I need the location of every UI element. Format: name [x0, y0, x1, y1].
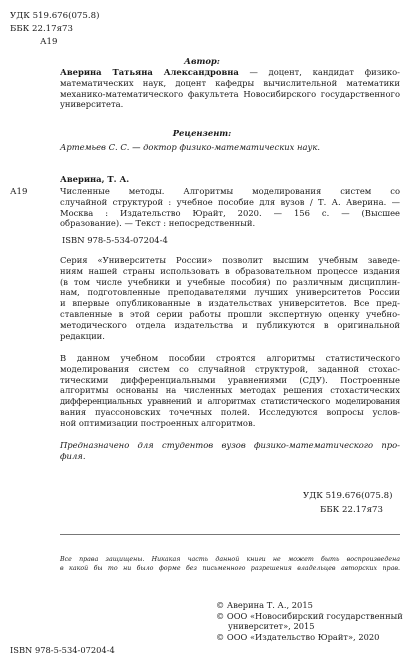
copyright-line-4: © ООО «Издательство Юрайт», 2020	[216, 631, 380, 642]
copyright-line-1: © Аверина Т. А., 2015	[216, 600, 313, 610]
author-description	[60, 67, 400, 110]
copyright-line-3: университет», 2015	[228, 621, 315, 631]
author-heading: Автор:	[184, 56, 220, 66]
bbk-code-bottom: ББК 22.17я73	[320, 505, 383, 515]
p1-line: нам, подготовленные преподавателями лучших университетов России	[60, 287, 400, 298]
rights-line-2: в какой бы то ни было форме без письменного разрешения владельцев авторских прав.	[60, 565, 400, 572]
annotation-paragraph-3	[60, 440, 400, 462]
rights-line-1: Все права защищены. Никакая часть данной книги не может быть воспроизведена	[60, 556, 400, 563]
bib-line-1: Численные методы. Алгоритмы моделирования систем со	[60, 186, 400, 196]
divider-line	[60, 534, 400, 535]
reviewer-heading: Рецензент:	[172, 128, 232, 138]
p1-line: редакции.	[60, 330, 105, 341]
copyright-line-2: © ООО «Новосибирский государственный	[216, 610, 403, 621]
rights-notice	[60, 555, 400, 573]
p1-line: ниям нашей страны использовать в образовательном процессе издания	[60, 265, 400, 276]
reviewer-line: Артемьев С. С. — доктор физико-математических наук.	[60, 142, 321, 152]
bbk-code-top: ББК 22.17я73	[10, 24, 73, 34]
p2-line: тическими дифференциальными уравнениями (СДУ). Построенные	[60, 374, 400, 385]
annotation-paragraph-1	[60, 255, 400, 341]
p2-line: дифференциальных уравнений и алгоритмах статистического моделирования	[60, 396, 400, 407]
p1-line: ставленные в этой серии работы прошли экспертную оценку учебно-	[60, 308, 400, 319]
p1-line: Серия «Университеты России» позволит высшим учебным заведе-	[60, 255, 400, 265]
p1-line: и впервые опубликованные в издательствах университетов. Все пред-	[60, 298, 400, 309]
udk-code-bottom: УДК 519.676(075.8)	[303, 491, 393, 501]
bib-line-4: образование). — Текст : непосредственный.	[60, 218, 256, 229]
author-desc-line-2: математических наук, доцент кафедры вычислительной математики	[60, 77, 400, 88]
copyright-block	[216, 600, 403, 642]
p2-line: алгоритмы основаны на численных методах решения стохастических	[60, 385, 400, 396]
author-desc-line-4: университета.	[60, 99, 124, 110]
footer-isbn: ISBN 978-5-534-07204-4	[10, 645, 115, 655]
p2-line: В данном учебном пособии строятся алгоритмы статистического	[60, 353, 400, 363]
p2-line: моделирования систем со случайной структурой, заданной стохас-	[60, 363, 400, 374]
index-code-top: А19	[40, 37, 58, 47]
p1-line: (в том числе учебники и учебные пособия) по различным дисциплин-	[60, 276, 400, 287]
bib-description	[60, 186, 400, 229]
p2-line: вания пуассоновских точечных полей. Исследуются вопросы услов-	[60, 406, 400, 417]
p3-line: Предназначено для студентов вузов физико-математического про-	[60, 440, 400, 450]
bib-code: А19	[10, 187, 28, 197]
p2-line: ной оптимизации построенных алгоритмов.	[60, 417, 256, 428]
author-name: Аверина Татьяна Александровна	[60, 67, 239, 77]
udk-code-top: УДК 519.676(075.8)	[10, 11, 100, 21]
p3-line: филя.	[60, 450, 86, 461]
annotation-paragraph-2	[60, 353, 400, 429]
bib-author: Аверина, Т. А.	[60, 174, 130, 184]
p1-line: методического отдела издательства и публикуются в оригинальной	[60, 319, 400, 330]
bib-line-3: Москва : Издательство Юрайт, 2020. — 156 с. — (Высшее	[60, 207, 400, 218]
author-desc-line-3: механико-математического факультета Новосибирского государственного	[60, 88, 400, 99]
bib-line-2: случайной структурой : учебное пособие для вузов / Т. А. Аверина. —	[60, 196, 400, 207]
author-desc-line-1: — доцент, кандидат физико-	[238, 67, 401, 77]
bib-isbn: ISBN 978-5-534-07204-4	[62, 235, 168, 245]
